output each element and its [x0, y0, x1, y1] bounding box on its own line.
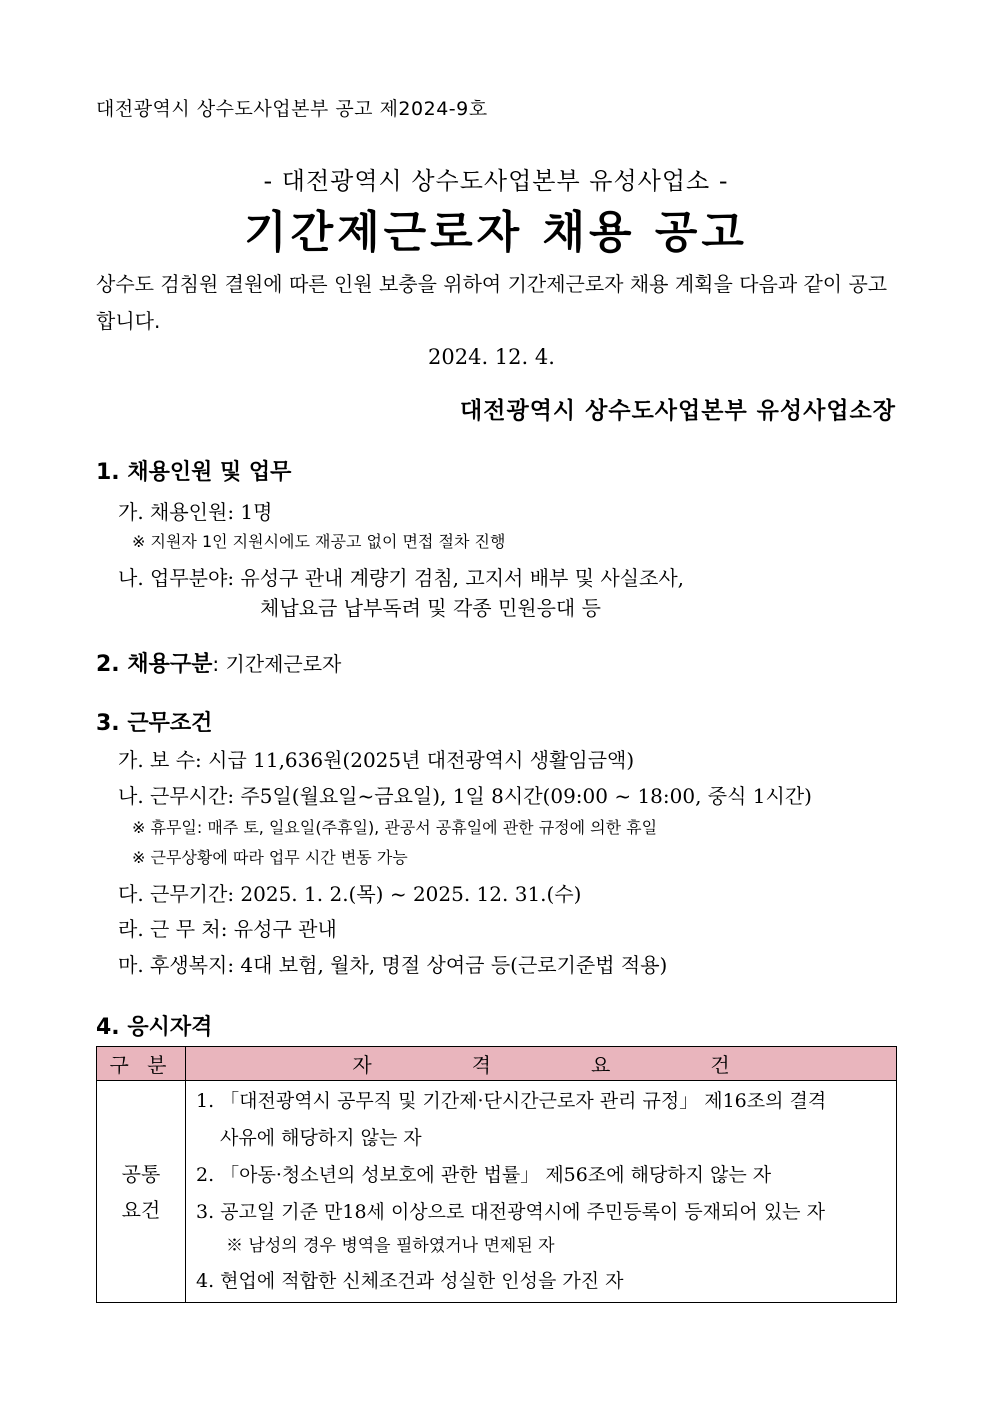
section-2 — [96, 647, 341, 678]
section-1-item-b: 나. 업무분야: 유성구 관내 계량기 검침, 고지서 배부 및 사실조사, — [118, 566, 685, 590]
section-3-note-1: ※ 휴무일: 매주 토, 일요일(주휴일), 관공서 공휴일에 관한 규정에 의한 휴일 — [132, 818, 658, 837]
section-4-heading: 4. 응시자격 — [96, 1015, 213, 1040]
section-3-item-a: 가. 보 수: 시급 11,636원(2025년 대전광역시 생활임금액) — [118, 748, 635, 772]
section-3-item-c: 다. 근무기간: 2025. 1. 2.(목) ~ 2025. 12. 31.(수) — [118, 882, 582, 906]
section-1-item-b-cont: 체납요금 납부독려 및 각종 민원응대 등 — [260, 596, 601, 620]
header-requirements-label: 자격요건 — [352, 1053, 830, 1077]
section-2-heading: 2. 채용구분 — [96, 652, 213, 677]
category-line-1: 공통 — [121, 1161, 161, 1186]
requirement-1-cont: 사유에 해당하지 않는 자 — [220, 1127, 422, 1149]
signer: 대전광역시 상수도사업본부 유성사업소장 — [460, 398, 896, 424]
section-3-heading: 3. 근무조건 — [96, 711, 213, 736]
section-1-heading: 1. 채용인원 및 업무 — [96, 460, 292, 485]
section-1-item-a: 가. 채용인원: 1명 — [118, 500, 273, 524]
section-3-item-e: 마. 후생복지: 4대 보험, 월차, 명절 상여금 등(근로기준법 적용) — [118, 953, 668, 977]
section-3-note-2: ※ 근무상황에 따라 업무 시간 변동 가능 — [132, 848, 408, 867]
requirement-3: 3. 공고일 기준 만18세 이상으로 대전광역시에 주민등록이 등재되어 있는 자 — [196, 1201, 825, 1223]
header-requirements — [186, 1047, 897, 1081]
requirement-4: 4. 현업에 적합한 신체조건과 성실한 인성을 가진 자 — [196, 1270, 624, 1292]
category-cell — [97, 1081, 186, 1303]
requirement-2: 2. 「아동·청소년의 성보호에 관한 법률」 제56조에 해당하지 않는 자 — [196, 1164, 772, 1186]
notice-number: 대전광역시 상수도사업본부 공고 제2024-9호 — [96, 98, 488, 120]
section-3-item-b: 나. 근무시간: 주5일(월요일~금요일), 1일 8시간(09:00 ~ 18:00, 중식 1시간) — [118, 784, 812, 808]
notice-date: 2024. 12. 4. — [428, 345, 555, 369]
requirements-cell — [186, 1081, 897, 1303]
section-3-item-d: 라. 근 무 처: 유성구 관내 — [118, 917, 337, 941]
qualification-row — [97, 1081, 897, 1303]
qualification-table — [96, 1046, 897, 1303]
qualification-table-header — [97, 1047, 897, 1081]
requirement-1: 1. 「대전광역시 공무직 및 기간제·단시간근로자 관리 규정」 제16조의 결격 — [196, 1090, 827, 1112]
notice-title: 기간제근로자 채용 공고 — [244, 207, 748, 258]
notice-subtitle: - 대전광역시 상수도사업본부 유성사업소 - — [263, 167, 729, 195]
requirement-3-note: ※ 남성의 경우 병역을 필하였거나 면제된 자 — [226, 1236, 555, 1256]
section-1-note: ※ 지원자 1인 지원시에도 재공고 없이 면접 절차 진행 — [132, 532, 506, 551]
header-category: 구 분 — [97, 1047, 186, 1081]
section-2-value: : 기간제근로자 — [212, 652, 342, 676]
intro-paragraph: 상수도 검침원 결원에 따른 인원 보충을 위하여 기간제근로자 채용 계획을 다음과 같이 공고합니다. — [96, 272, 888, 333]
category-line-2: 요건 — [121, 1197, 161, 1222]
